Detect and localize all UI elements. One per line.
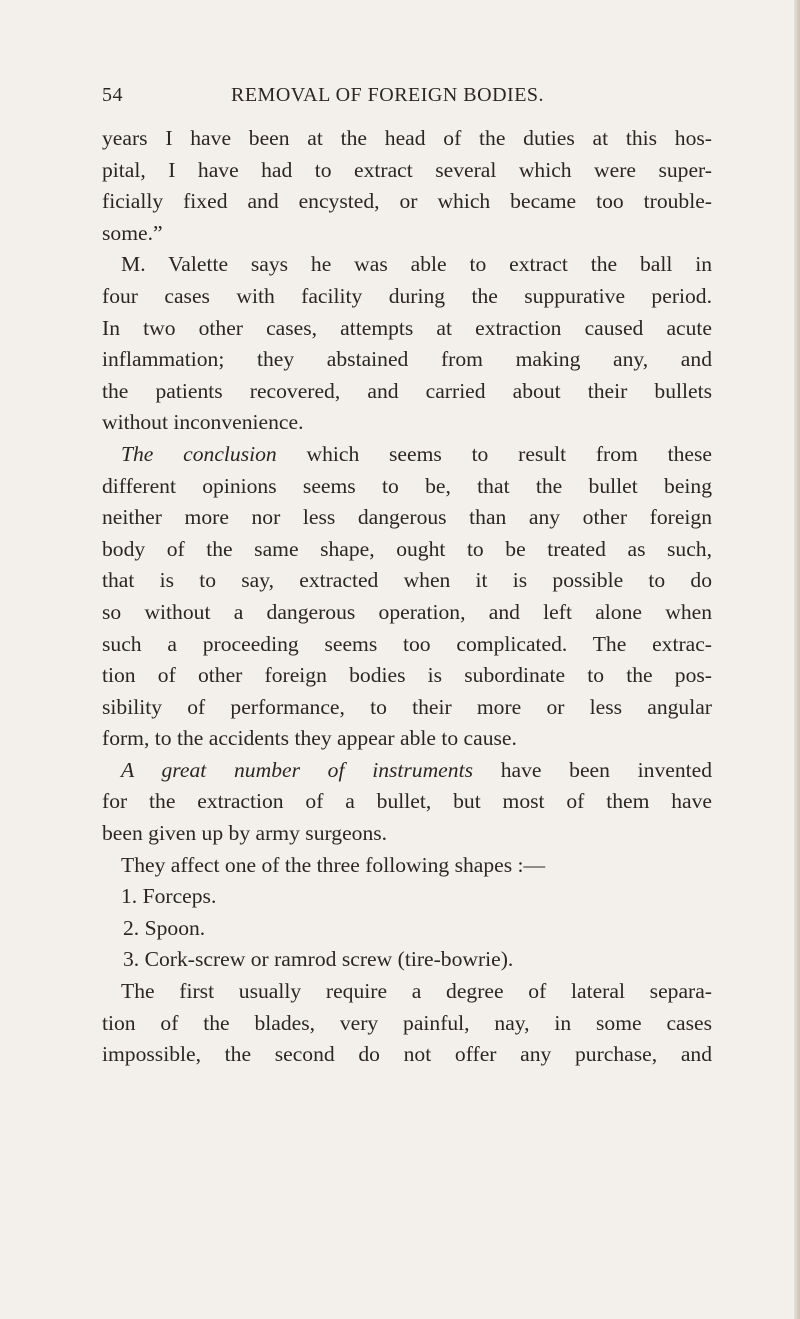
- text-line: impossible, the second do not offer any purchase, and: [102, 1042, 712, 1067]
- text-line: neither more nor less dangerous than any other foreign: [102, 505, 712, 530]
- text-line: years I have been at the head of the duties at this hos-: [102, 126, 712, 150]
- text-line: They affect one of the three following shapes :—: [121, 852, 546, 877]
- page-edge-shadow: [794, 0, 800, 1319]
- list-item: 1. Forceps.: [121, 884, 217, 909]
- text-line: the patients recovered, and carried about their bullets: [102, 378, 712, 403]
- text-line: without inconvenience.: [102, 410, 304, 435]
- text-line: pital, I have had to extract several which were super-: [102, 157, 712, 182]
- text-line: that is to say, extracted when it is possible to do: [102, 568, 712, 593]
- italic-phrase: The conclusion: [121, 441, 277, 466]
- paragraph-5: [102, 850, 712, 882]
- text-line: form, to the accidents they appear able to cause.: [102, 726, 517, 751]
- text-line: M. Valette says he was able to extract the ball in: [121, 252, 712, 277]
- text-line: [102, 439, 712, 471]
- paragraph-4: [102, 755, 712, 850]
- list-item: 3. Cork-screw or ramrod screw (tire-bowrie).: [123, 947, 514, 972]
- italic-phrase: A great number of instruments: [121, 757, 473, 782]
- text-line: for the extraction of a bullet, but most of them have: [102, 789, 712, 814]
- text-line: so without a dangerous operation, and left alone when: [102, 599, 712, 624]
- numbered-list: [102, 881, 712, 976]
- text-line: tion of the blades, very painful, nay, in some cases: [102, 1010, 712, 1035]
- text-line: inflammation; they abstained from making any, and: [102, 347, 712, 372]
- text-line: [102, 755, 712, 787]
- text-line: tion of other foreign bodies is subordinate to the pos-: [102, 663, 712, 688]
- text-line: In two other cases, attempts at extraction caused acute: [102, 315, 712, 340]
- text-line: different opinions seems to be, that the bullet being: [102, 473, 712, 498]
- text-fragment: have been invented: [472, 757, 712, 782]
- text-fragment: which seems to result from these: [276, 441, 712, 466]
- running-head: REMOVAL OF FOREIGN BODIES.: [231, 84, 545, 106]
- text-line: sibility of performance, to their more or less angular: [102, 694, 712, 719]
- paragraph-6: [102, 976, 712, 1071]
- paragraph-1: [102, 123, 712, 249]
- text-line: such a proceeding seems too complicated. The extrac-: [102, 631, 712, 656]
- list-item: 2. Spoon.: [123, 915, 206, 940]
- text-line: been given up by army surgeons.: [102, 821, 388, 846]
- text-line: four cases with facility during the suppurative period.: [102, 283, 712, 308]
- text-line: some.”: [102, 220, 163, 245]
- paragraph-2: [102, 249, 712, 439]
- page-number: 54: [102, 84, 123, 106]
- text-line: body of the same shape, ought to be treated as such,: [102, 536, 712, 561]
- paragraph-3: [102, 439, 712, 755]
- text-line: ficially fixed and encysted, or which became too trouble-: [102, 189, 712, 214]
- page-header: [102, 84, 702, 114]
- body-text: [102, 123, 712, 1071]
- text-line: The first usually require a degree of lateral separa-: [121, 979, 712, 1004]
